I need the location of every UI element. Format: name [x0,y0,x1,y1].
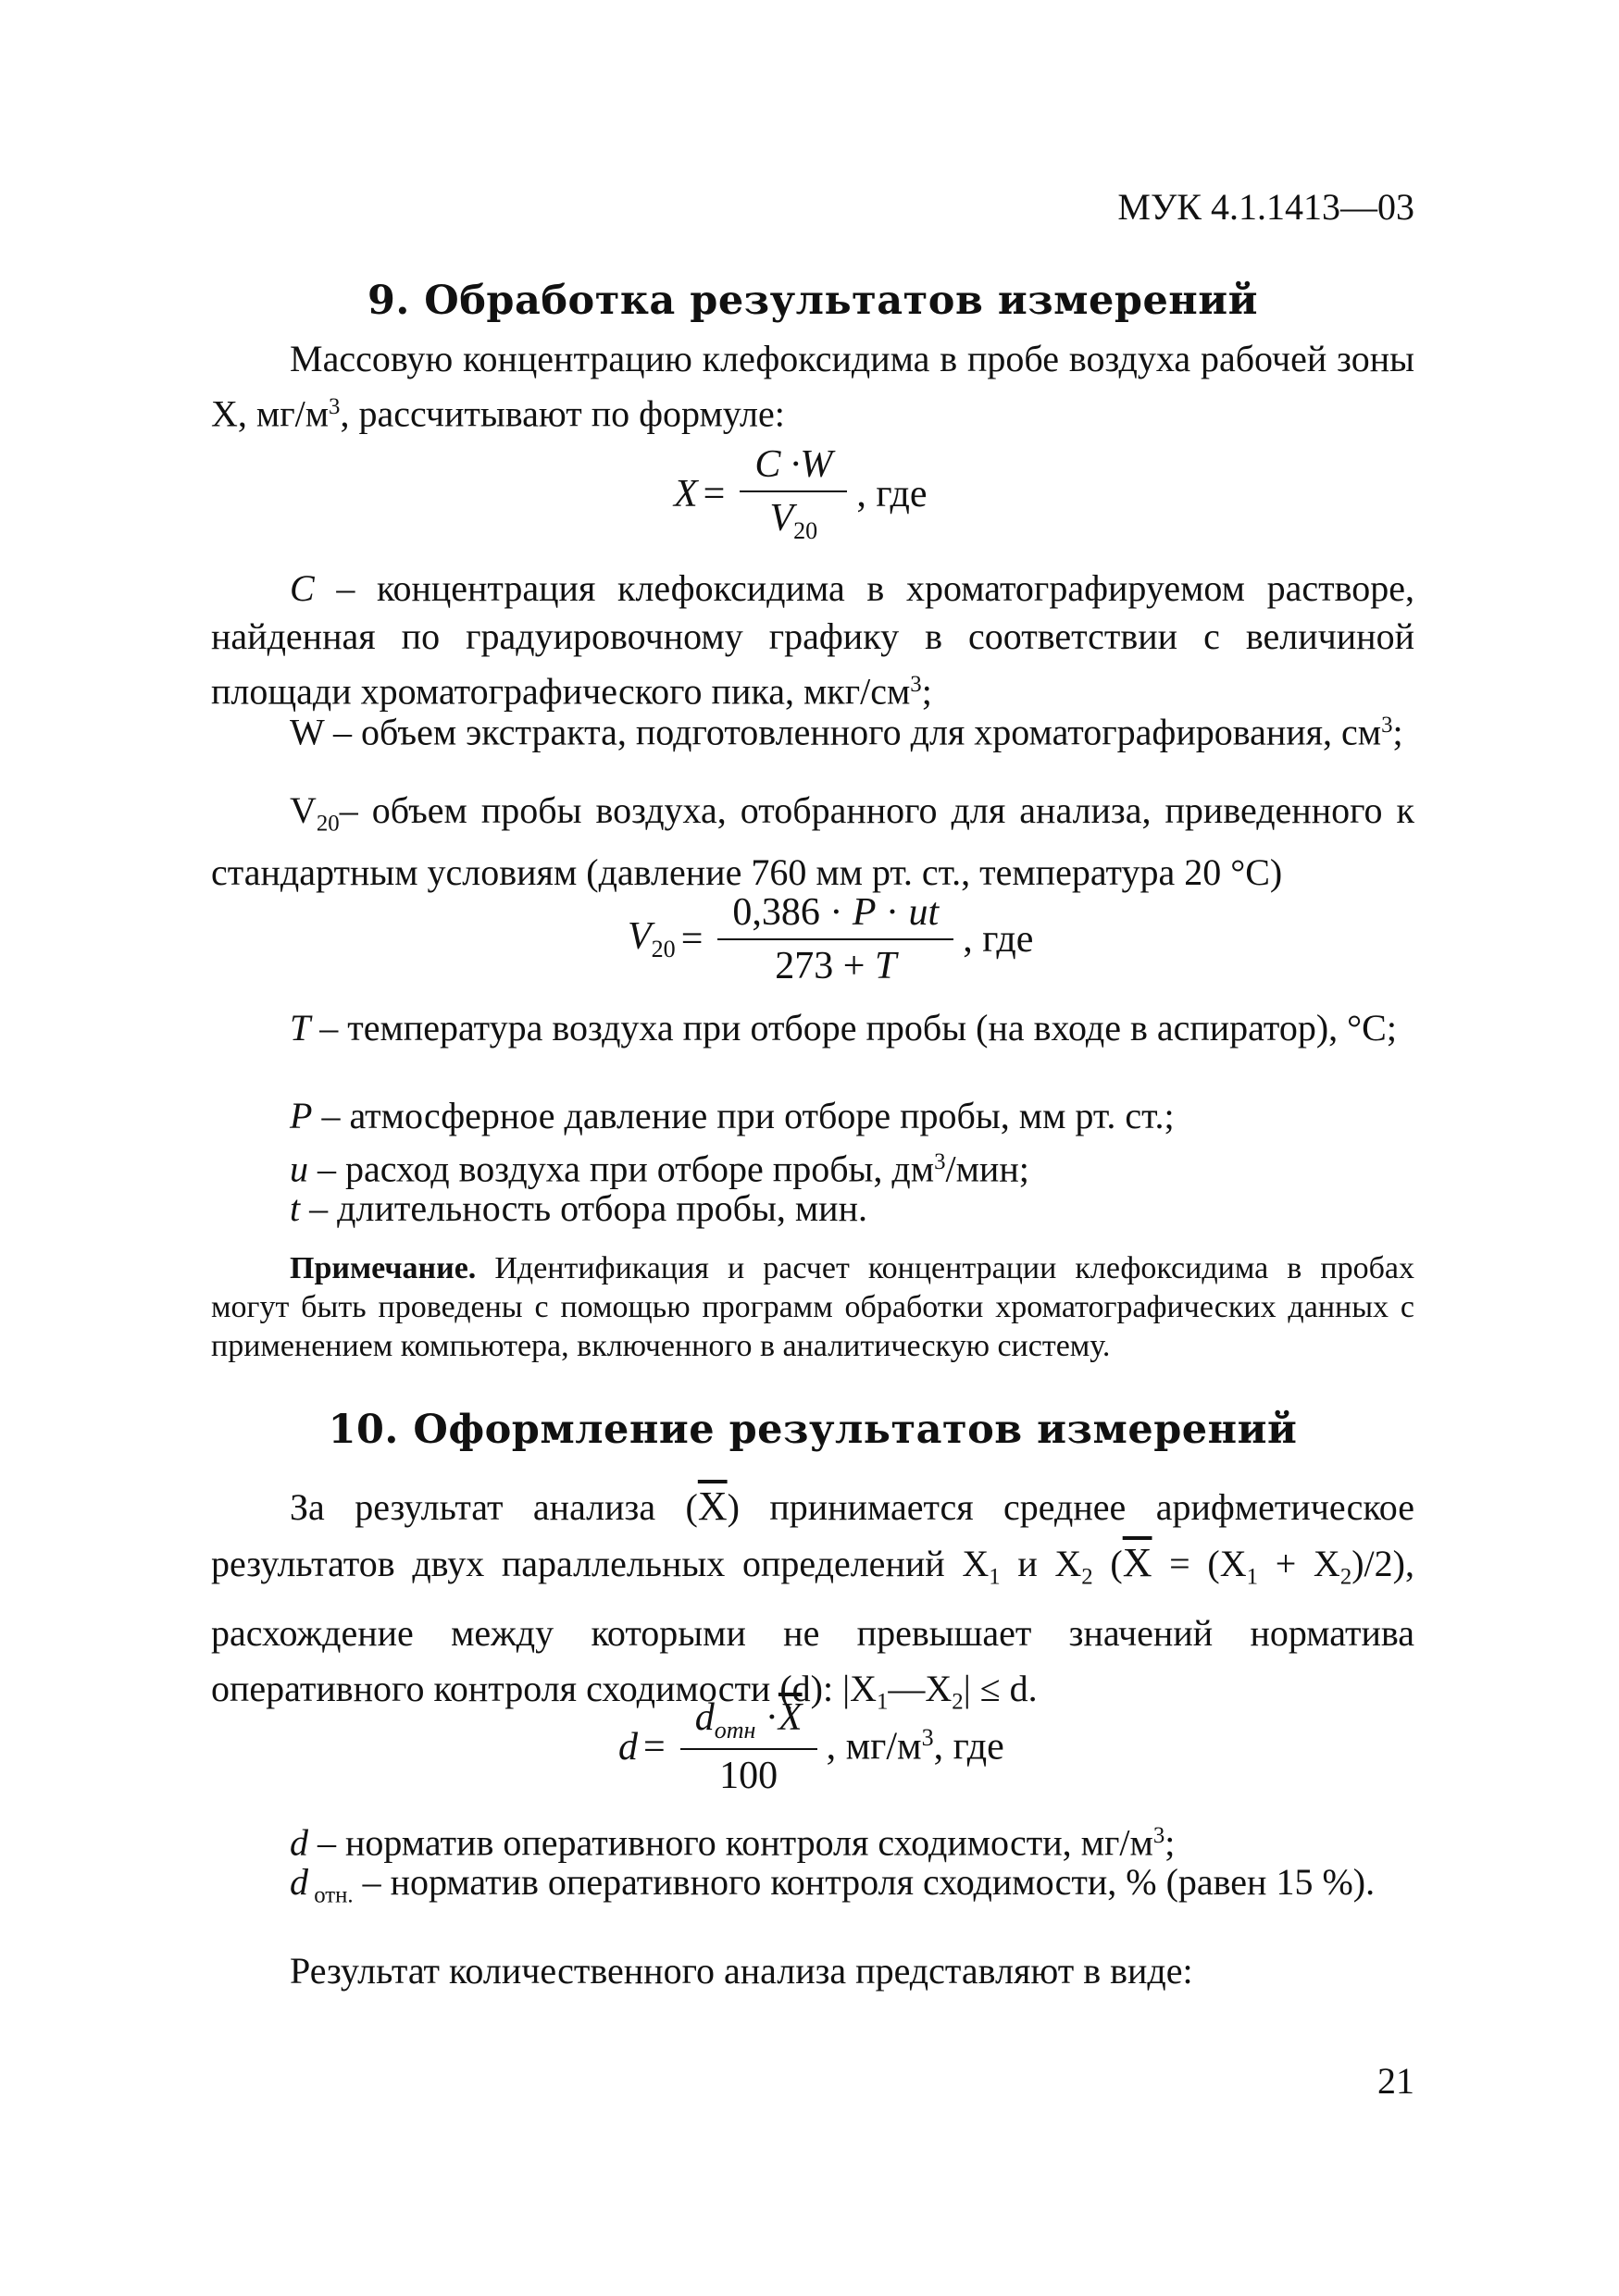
definition-c: C – концентрация клефоксидима в хроматографируемом растворе, найденная по градуировочному графику в соответствии с величиной площади хроматографического пика, мкг/$см^3$; [211,567,1414,713]
definition-d: d – норматив оперативного контроля сходимости, $мг/м^3$; [290,1821,1176,1864]
section-10-heading: 10. Оформление результатов измерений [328,1407,1298,1453]
document-page [211,0,1414,2296]
note: Примечание. Идентификация и расчет концентрации клефоксидима в пробах могут быть проведены с помощью программ обработки хроматографических данных с применением компьютера, включенного в аналитическую систему. [211,1251,1414,1363]
definition-d-rel: d $_{отн.}$ – норматив оперативного контроля сходимости, % (равен 15 %). [290,1861,1376,1908]
section-9-heading: 9. Обработка результатов измерений [367,278,1259,324]
definition-t-duration: t – длительность отбора пробы, мин. [290,1187,867,1229]
document-code: МУК 4.1.1413—03 [1117,186,1414,228]
page-number: 21 [1377,2060,1414,2102]
formula-x: X = $\frac{C \cdot W}{V_{20}}$ , где [674,443,928,545]
formula-d: d = $\frac{d_{отн} \cdot\overline{X}}{100}$ , $мг/м^3$, где [618,1696,1004,1798]
definition-w: W – объем экстракта, подготовленного для хроматографирования, $см^3$; [290,711,1403,753]
definition-v20: $V_{20}-$ объем пробы воздуха, отобранного для анализа, приведенного к стандартным условиям (давление 760 мм рт. ст., температура 20 °С) [211,789,1414,893]
definition-p: P – атмосферное давление при отборе пробы, мм рт. ст.; [290,1095,1175,1136]
definition-t-temperature: T – температура воздуха при отборе пробы (на входе в аспиратор), °С; [290,1007,1397,1049]
section-10-paragraph: За результат анализа $(\overline{X})$ принимается среднее арифметическое результатов двух параллельных определений $X_1$ и $X_2$ $(\overline{X} = (X_1 + X_2)/2)$, расхождение между которыми не превышает значений норматива оперативного контроля сходимости (d): $|X_1—X_2| \le d$. [211,1483,1414,1715]
formula-v20: $V_{20}$ = $\frac{0,386 \cdot P \cdot ut}{273 + T}$ , где [628,891,1034,987]
result-statement: Результат количественного анализа представляют в виде: [290,1950,1193,1992]
definition-u: u – расход воздуха при отборе пробы, $дм^3$/мин; [290,1148,1029,1190]
section-9-intro: Массовую концентрацию клефоксидима в пробе воздуха рабочей зоны X, $мг/м^3$, рассчитывают по формуле: [211,338,1414,435]
